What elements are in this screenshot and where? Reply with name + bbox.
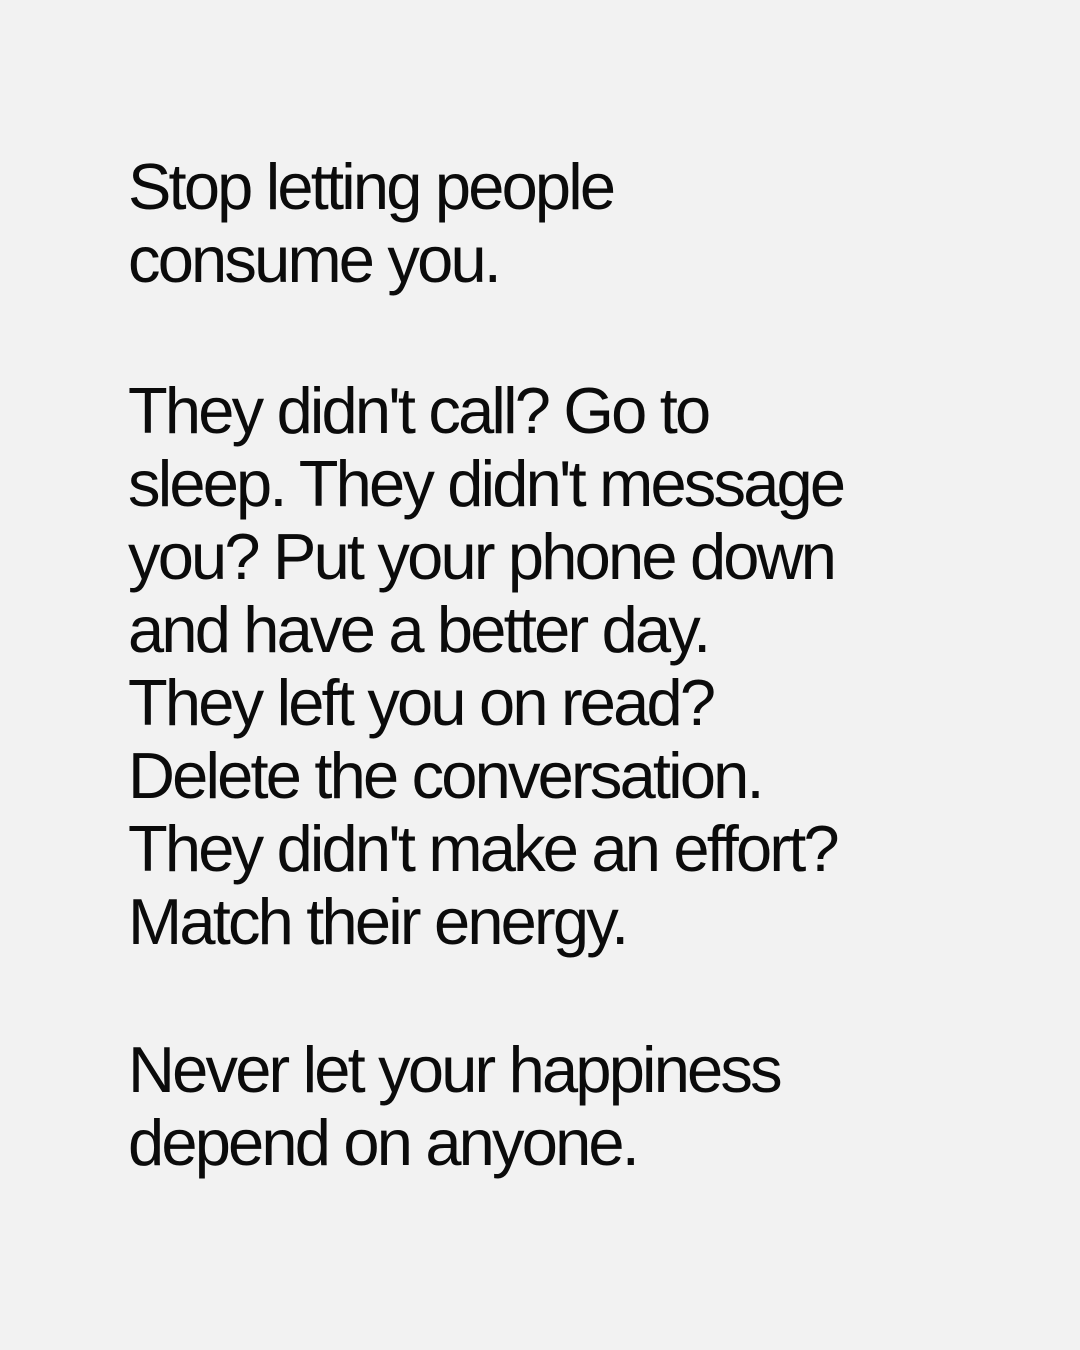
quote-line: Delete the conversation.: [128, 739, 762, 812]
quote-line: Never let your happiness: [128, 1033, 780, 1106]
quote-line: They didn't call? Go to: [128, 374, 709, 447]
quote-line: Match their energy.: [128, 885, 627, 958]
quote-line: Stop letting people: [128, 150, 614, 223]
quote-line: depend on anyone.: [128, 1106, 638, 1179]
quote-body: [128, 374, 843, 958]
quote-line: They didn't make an effort?: [128, 812, 837, 885]
quote-line: consume you.: [128, 223, 500, 296]
quote-opening: [128, 150, 613, 296]
quote-line: They left you on read?: [128, 666, 714, 739]
quote-line: sleep. They didn't message: [128, 447, 844, 520]
quote-closing: [128, 1033, 780, 1179]
quote-line: and have a better day.: [128, 593, 709, 666]
quote-line: you? Put your phone down: [128, 520, 835, 593]
